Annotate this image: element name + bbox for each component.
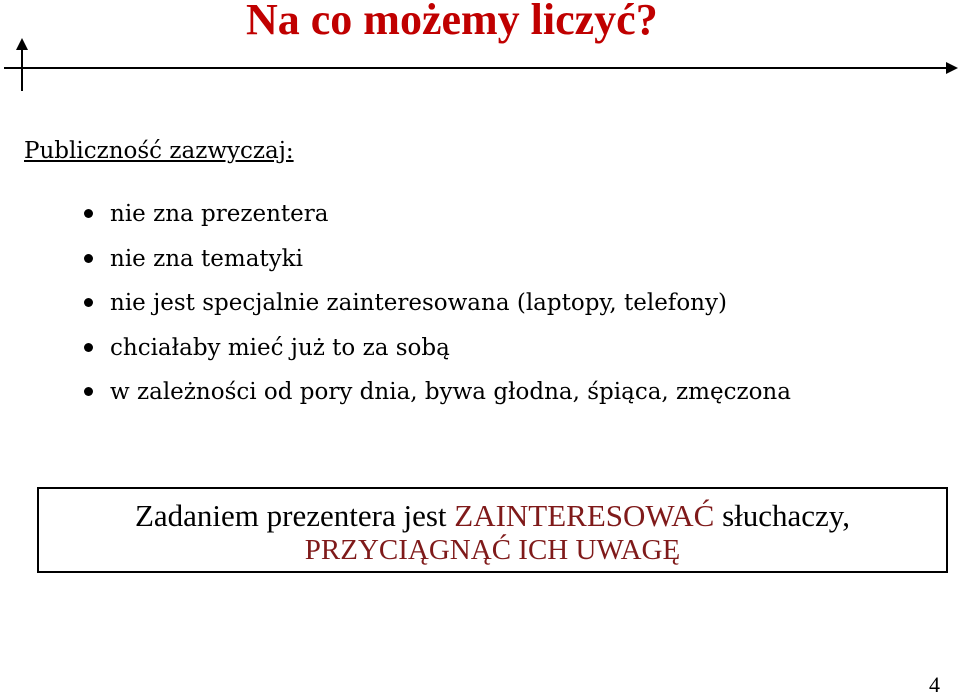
summary-prefix: Zadaniem prezentera jest <box>134 498 455 533</box>
bullet-item <box>84 376 791 421</box>
subheading: Publiczność zazwyczaj: <box>24 138 294 164</box>
bullet-item <box>84 198 791 243</box>
bullet-item <box>84 287 791 332</box>
bullet-dot-icon <box>84 209 93 218</box>
bullet-text: nie jest specjalnie zainteresowana (laptopy, telefony) <box>110 290 727 316</box>
axis-arrows-decoration <box>0 0 960 110</box>
summary-emphasis-interest: ZAINTERESOWAĆ <box>454 498 715 533</box>
bullet-text: w zależności od pory dnia, bywa głodna, śpiąca, zmęczona <box>110 379 791 405</box>
bullet-text: nie zna prezentera <box>110 201 329 227</box>
summary-line-1 <box>39 499 946 533</box>
bullet-item <box>84 243 791 288</box>
bullet-dot-icon <box>84 298 93 307</box>
bullet-list <box>84 198 791 421</box>
page-number: 4 <box>929 672 940 697</box>
summary-emphasis-attention: PRZYCIĄGNĄĆ ICH UWAGĘ <box>304 534 681 566</box>
up-arrow-icon <box>16 38 28 50</box>
right-arrow-icon <box>946 62 958 74</box>
bullet-dot-icon <box>84 254 93 263</box>
bullet-item <box>84 332 791 377</box>
bullet-dot-icon <box>84 387 93 396</box>
bullet-text: nie zna tematyki <box>110 245 303 272</box>
slide-title: Na co możemy liczyć? <box>246 0 658 44</box>
summary-suffix: słuchaczy, <box>714 498 851 533</box>
bullet-dot-icon <box>84 343 93 352</box>
bullet-text: chciałaby mieć już to za sobą <box>110 334 450 361</box>
summary-box <box>37 487 948 573</box>
